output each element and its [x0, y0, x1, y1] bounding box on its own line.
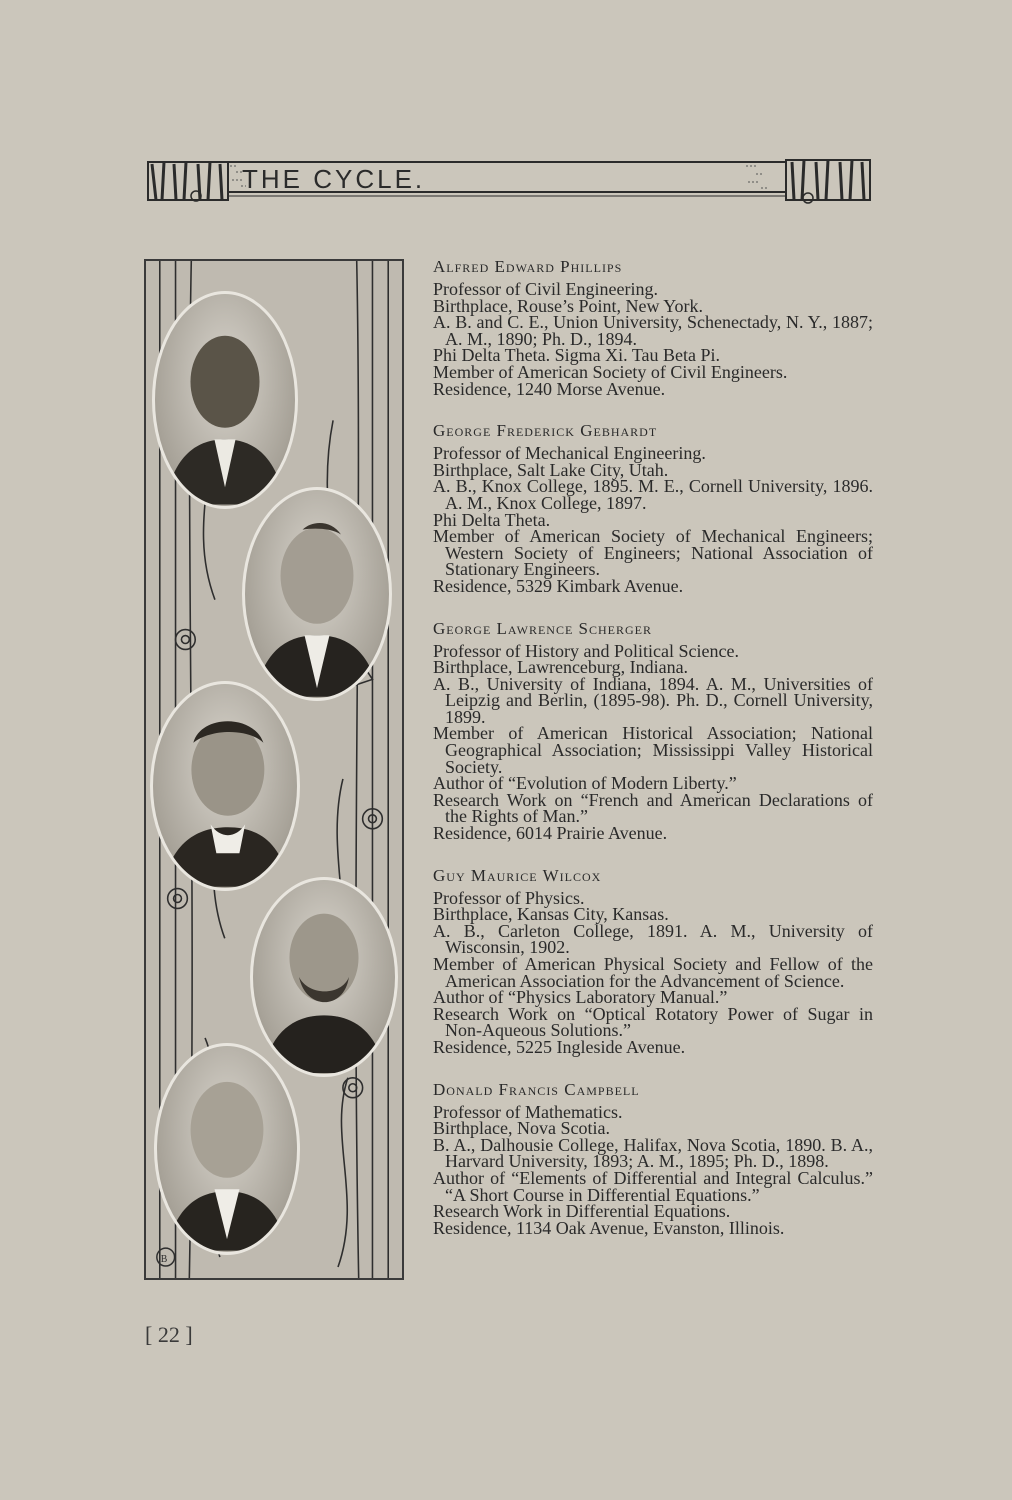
portrait-3-figure [153, 684, 297, 888]
bio-line: Author of “Evolution of Modern Liberty.” [433, 773, 737, 794]
portrait-2 [242, 487, 392, 701]
bio-entry-wilcox [433, 866, 873, 1056]
bio-line: Phi Delta Theta. [433, 509, 551, 530]
bio-line: B. A., Dalhousie College, Halifax, Nova Scotia, 1890. B. A., Harvard University, 1893; A. M., 1895; Ph. D., 1898. [433, 1134, 873, 1172]
bio-line: Residence, 5329 Kimbark Avenue. [433, 575, 684, 596]
portrait-1 [152, 291, 298, 509]
banner-title: THE CYCLE. [242, 164, 426, 194]
bio-line: Member of American Society of Mechanical Engineers; Western Society of Engineers; National Association of Stationary Engineers. [433, 526, 873, 580]
bio-line: Author of “Physics Laboratory Manual.” [433, 987, 728, 1008]
bio-line: Residence, 5225 Ingleside Avenue. [433, 1036, 686, 1057]
bio-line: Residence, 1134 Oak Avenue, Evanston, Illinois. [433, 1217, 785, 1238]
bio-line: Professor of Physics. [433, 887, 585, 908]
page-number: [ 22 ] [145, 1322, 193, 1347]
bio-name: Alfred Edward Phillips [433, 257, 623, 276]
bio-line: Professor of Mechanical Engineering. [433, 443, 706, 464]
bio-line: Birthplace, Lawrenceburg, Indiana. [433, 657, 689, 678]
bio-line: Birthplace, Nova Scotia. [433, 1118, 610, 1139]
bio-line: Research Work in Differential Equations. [433, 1201, 731, 1222]
bio-line: Residence, 6014 Prairie Avenue. [433, 823, 668, 844]
bio-line: Research Work on “French and American Declarations of the Rights of Man.” [433, 789, 873, 827]
bio-line: Professor of Mathematics. [433, 1101, 623, 1122]
bio-entry-phillips [433, 257, 873, 397]
portrait-4 [250, 877, 398, 1077]
bio-name: George Lawrence Scherger [433, 618, 652, 638]
bio-line: Phi Delta Theta. Sigma Xi. Tau Beta Pi. [433, 345, 721, 366]
portrait-3 [150, 681, 300, 891]
bio-line: Member of American Physical Society and Fellow of the American Association for the Advancement of Science. [433, 954, 873, 991]
portrait-5 [154, 1043, 300, 1255]
bio-line: Member of American Society of Civil Engineers. [433, 361, 788, 382]
bio-name: Donald Francis Campbell [433, 1079, 640, 1099]
bio-line: A. B., University of Indiana, 1894. A. M., Universities of Leipzig and Berlin, (1895-98). Ph. D., Cornell University, 1899. [433, 673, 873, 727]
bio-line: Birthplace, Salt Lake City, Utah. [433, 459, 669, 480]
portrait-4-figure [253, 880, 395, 1074]
bio-line: A. B., Carleton College, 1891. A. M., University of Wisconsin, 1902. [433, 920, 873, 958]
bio-line: Residence, 1240 Morse Avenue. [433, 378, 666, 399]
portrait-panel [144, 259, 404, 1280]
portrait-1-figure [155, 294, 295, 506]
biography-column [433, 257, 873, 1260]
bio-line: Birthplace, Rouse’s Point, New York. [433, 295, 703, 316]
bio-line: Research Work on “Optical Rotatory Power of Sugar in Non-Aqueous Solutions.” [433, 1003, 873, 1041]
header-banner [146, 156, 874, 206]
bio-name: George Frederick Gebhardt [433, 421, 658, 441]
bio-entry-gebhardt [433, 421, 873, 594]
bio-line: A. B. and C. E., Union University, Schenectady, N. Y., 1887; A. M., 1890; Ph. D., 1894. [433, 312, 873, 349]
portrait-2-figure [245, 490, 389, 698]
bio-name: Guy Maurice Wilcox [433, 865, 602, 885]
bio-line: Professor of History and Political Science. [433, 640, 739, 661]
portrait-5-figure [157, 1046, 297, 1252]
bio-line: Professor of Civil Engineering. [433, 279, 658, 299]
bio-entry-campbell [433, 1080, 873, 1237]
svg-text:B: B [160, 1254, 168, 1266]
bio-line: A. B., Knox College, 1895. M. E., Cornell University, 1896. A. M., Knox College, 1897. [433, 476, 873, 513]
bio-entry-scherger [433, 619, 873, 842]
bio-line: Member of American Historical Association; National Geographical Association; Mississippi Valley Historical Society. [433, 723, 873, 777]
bio-line: Birthplace, Kansas City, Kansas. [433, 904, 669, 925]
bio-line: Author of “Elements of Differential and Integral Calculus.” “A Short Course in Differential Equations.” [433, 1167, 873, 1205]
